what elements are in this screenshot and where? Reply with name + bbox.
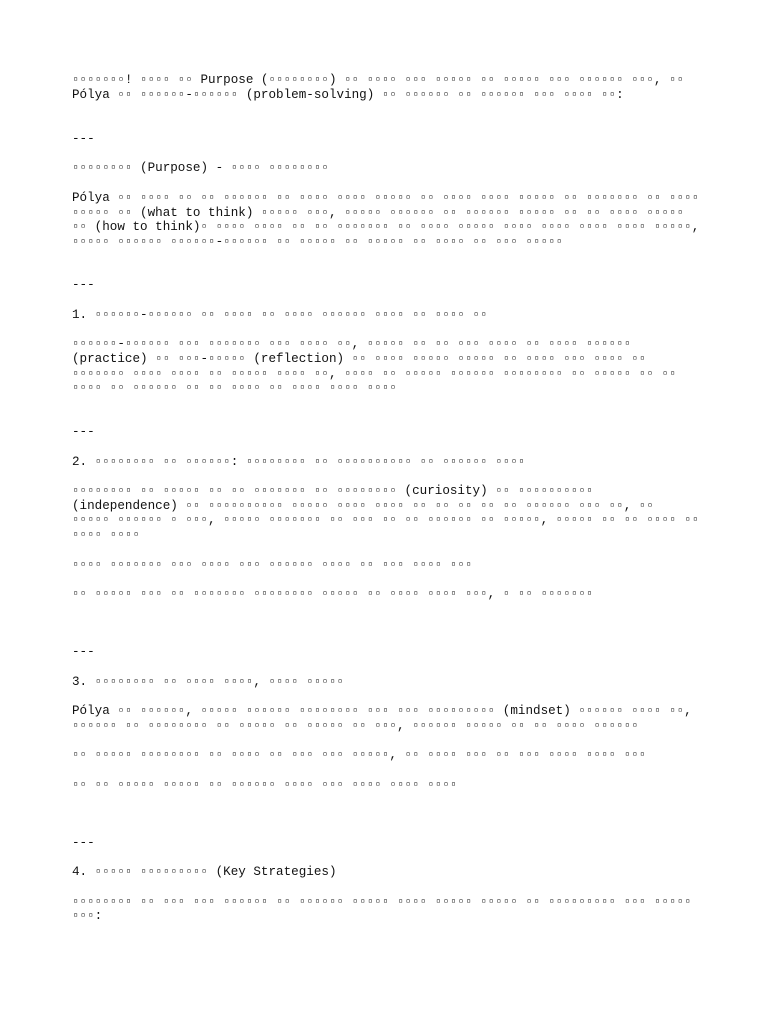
paragraph-line: ▫▫▫▫▫ ▫▫ (what to think) ▫▫▫▫▫ ▫▫▫, ▫▫▫▫▫ ▫▫▫▫▫▫ ▫▫ ▫▫▫▫▫▫ ▫▫▫▫▫ ▫▫ ▫▫ ▫▫▫▫ ▫▫▫▫▫: [72, 206, 685, 220]
separator: ---: [72, 278, 95, 292]
separator: ---: [72, 645, 95, 659]
paragraph-line: ▫▫▫▫▫▫▫ ▫▫▫▫ ▫▫▫▫ ▫▫ ▫▫▫▫▫ ▫▫▫▫ ▫▫, ▫▫▫▫ ▫▫ ▫▫▫▫▫ ▫▫▫▫▫▫ ▫▫▫▫▫▫▫▫ ▫▫ ▫▫▫▫▫ ▫▫ ▫▫: [72, 367, 677, 381]
paragraph-line: Pólya ▫▫ ▫▫▫▫▫▫, ▫▫▫▫▫ ▫▫▫▫▫▫ ▫▫▫▫▫▫▫▫ ▫▫▫ ▫▫▫ ▫▫▫▫▫▫▫▫▫ (mindset) ▫▫▫▫▫▫ ▫▫▫▫ ▫▫,: [72, 704, 692, 718]
paragraph-line: Pólya ▫▫ ▫▫▫▫ ▫▫ ▫▫ ▫▫▫▫▫▫ ▫▫ ▫▫▫▫ ▫▫▫▫ ▫▫▫▫▫ ▫▫ ▫▫▫▫ ▫▫▫▫ ▫▫▫▫▫ ▫▫ ▫▫▫▫▫▫▫ ▫▫ ▫▫▫▫: [72, 191, 700, 205]
intro-line-1: ▫▫▫▫▫▫▫! ▫▫▫▫ ▫▫ Purpose (▫▫▫▫▫▫▫▫) ▫▫ ▫▫▫▫ ▫▫▫ ▫▫▫▫▫ ▫▫ ▫▫▫▫▫ ▫▫▫ ▫▫▫▫▫▫ ▫▫▫, ▫▫: [72, 73, 685, 87]
paragraph-line: ▫▫ ▫▫▫▫▫ ▫▫▫▫▫▫▫▫ ▫▫ ▫▫▫▫ ▫▫ ▫▫▫ ▫▫▫ ▫▫▫▫▫, ▫▫ ▫▫▫▫ ▫▫▫ ▫▫ ▫▫▫ ▫▫▫▫ ▫▫▫▫ ▫▫▫: [72, 748, 647, 762]
section-heading-2: 2. ▫▫▫▫▫▫▫▫ ▫▫ ▫▫▫▫▫▫: ▫▫▫▫▫▫▫▫ ▫▫ ▫▫▫▫▫▫▫▫▫▫ ▫▫ ▫▫▫▫▫▫ ▫▫▫▫: [72, 455, 526, 469]
paragraph-line: ▫▫▫▫▫▫-▫▫▫▫▫▫ ▫▫▫ ▫▫▫▫▫▫▫ ▫▫▫ ▫▫▫▫ ▫▫, ▫▫▫▫▫ ▫▫ ▫▫ ▫▫▫ ▫▫▫▫ ▫▫ ▫▫▫▫ ▫▫▫▫▫▫: [72, 337, 632, 351]
paragraph-line: ▫▫▫▫▫▫▫▫ ▫▫ ▫▫▫ ▫▫▫ ▫▫▫▫▫▫ ▫▫ ▫▫▫▫▫▫ ▫▫▫▫▫ ▫▫▫▫ ▫▫▫▫▫ ▫▫▫▫▫ ▫▫ ▫▫▫▫▫▫▫▫▫ ▫▫▫ ▫▫▫▫▫: [72, 895, 692, 909]
paragraph-line: ▫▫ ▫▫ ▫▫▫▫▫ ▫▫▫▫▫ ▫▫ ▫▫▫▫▫▫ ▫▫▫▫ ▫▫▫ ▫▫▫▫ ▫▫▫▫ ▫▫▫▫: [72, 778, 458, 792]
intro-line-2: Pólya ▫▫ ▫▫▫▫▫▫-▫▫▫▫▫▫ (problem-solving) ▫▫ ▫▫▫▫▫▫ ▫▫ ▫▫▫▫▫▫ ▫▫▫ ▫▫▫▫ ▫▫:: [72, 88, 624, 102]
separator: ---: [72, 425, 95, 439]
paragraph-line: ▫▫ ▫▫▫▫▫ ▫▫▫ ▫▫ ▫▫▫▫▫▫▫ ▫▫▫▫▫▫▫▫ ▫▫▫▫▫ ▫▫ ▫▫▫▫ ▫▫▫▫ ▫▫▫, ▫ ▫▫ ▫▫▫▫▫▫▫: [72, 587, 594, 601]
paragraph-line: (practice) ▫▫ ▫▫▫-▫▫▫▫▫ (reflection) ▫▫ ▫▫▫▫ ▫▫▫▫▫ ▫▫▫▫▫ ▫▫ ▫▫▫▫ ▫▫▫ ▫▫▫▫ ▫▫: [72, 352, 647, 366]
separator: ---: [72, 132, 95, 146]
paragraph-line: (independence) ▫▫ ▫▫▫▫▫▫▫▫▫▫ ▫▫▫▫▫ ▫▫▫▫ ▫▫▫▫ ▫▫ ▫▫ ▫▫ ▫▫ ▫▫ ▫▫▫▫▫▫ ▫▫▫ ▫▫, ▫▫: [72, 499, 654, 513]
paragraph-line: ▫▫▫▫▫ ▫▫▫▫▫▫ ▫ ▫▫▫, ▫▫▫▫▫ ▫▫▫▫▫▫▫ ▫▫ ▫▫▫ ▫▫ ▫▫ ▫▫▫▫▫▫ ▫▫ ▫▫▫▫▫, ▫▫▫▫▫ ▫▫ ▫▫ ▫▫▫▫ ▫▫: [72, 513, 700, 527]
paragraph-line: ▫▫▫▫▫ ▫▫▫▫▫▫ ▫▫▫▫▫▫-▫▫▫▫▫▫ ▫▫ ▫▫▫▫▫ ▫▫ ▫▫▫▫▫ ▫▫ ▫▫▫▫ ▫▫ ▫▫▫ ▫▫▫▫▫: [72, 235, 564, 249]
section-heading-4: 4. ▫▫▫▫▫ ▫▫▫▫▫▫▫▫▫ (Key Strategies): [72, 865, 337, 879]
paragraph-line: ▫▫▫▫▫▫ ▫▫ ▫▫▫▫▫▫▫▫ ▫▫ ▫▫▫▫▫ ▫▫ ▫▫▫▫▫ ▫▫ ▫▫▫, ▫▫▫▫▫▫ ▫▫▫▫▫ ▫▫ ▫▫ ▫▫▫▫ ▫▫▫▫▫▫: [72, 719, 639, 733]
paragraph-line: ▫▫▫▫ ▫▫▫▫: [72, 528, 141, 542]
paragraph-line: ▫▫▫▫ ▫▫▫▫▫▫▫ ▫▫▫ ▫▫▫▫ ▫▫▫ ▫▫▫▫▫▫ ▫▫▫▫ ▫▫ ▫▫▫ ▫▫▫▫ ▫▫▫: [72, 558, 473, 572]
section-heading-purpose: ▫▫▫▫▫▫▫▫ (Purpose) - ▫▫▫▫ ▫▫▫▫▫▫▫▫: [72, 161, 329, 175]
separator: ---: [72, 836, 95, 850]
paragraph-line: ▫▫▫:: [72, 909, 103, 923]
section-heading-3: 3. ▫▫▫▫▫▫▫▫ ▫▫ ▫▫▫▫ ▫▫▫▫, ▫▫▫▫ ▫▫▫▫▫: [72, 675, 345, 689]
paragraph-line: ▫▫▫▫▫▫▫▫ ▫▫ ▫▫▫▫▫ ▫▫ ▫▫ ▫▫▫▫▫▫▫ ▫▫ ▫▫▫▫▫▫▫▫ (curiosity) ▫▫ ▫▫▫▫▫▫▫▫▫▫: [72, 484, 594, 498]
paragraph-line: ▫▫ (how to think)▫ ▫▫▫▫ ▫▫▫▫ ▫▫ ▫▫ ▫▫▫▫▫▫▫ ▫▫ ▫▫▫▫ ▫▫▫▫▫ ▫▫▫▫ ▫▫▫▫ ▫▫▫▫ ▫▫▫▫ ▫▫▫▫▫,: [72, 220, 700, 234]
section-heading-1: 1. ▫▫▫▫▫▫-▫▫▫▫▫▫ ▫▫ ▫▫▫▫ ▫▫ ▫▫▫▫ ▫▫▫▫▫▫ ▫▫▫▫ ▫▫ ▫▫▫▫ ▫▫: [72, 308, 488, 322]
paragraph-line: ▫▫▫▫ ▫▫ ▫▫▫▫▫▫ ▫▫ ▫▫ ▫▫▫▫ ▫▫ ▫▫▫▫ ▫▫▫▫ ▫▫▫▫: [72, 381, 397, 395]
